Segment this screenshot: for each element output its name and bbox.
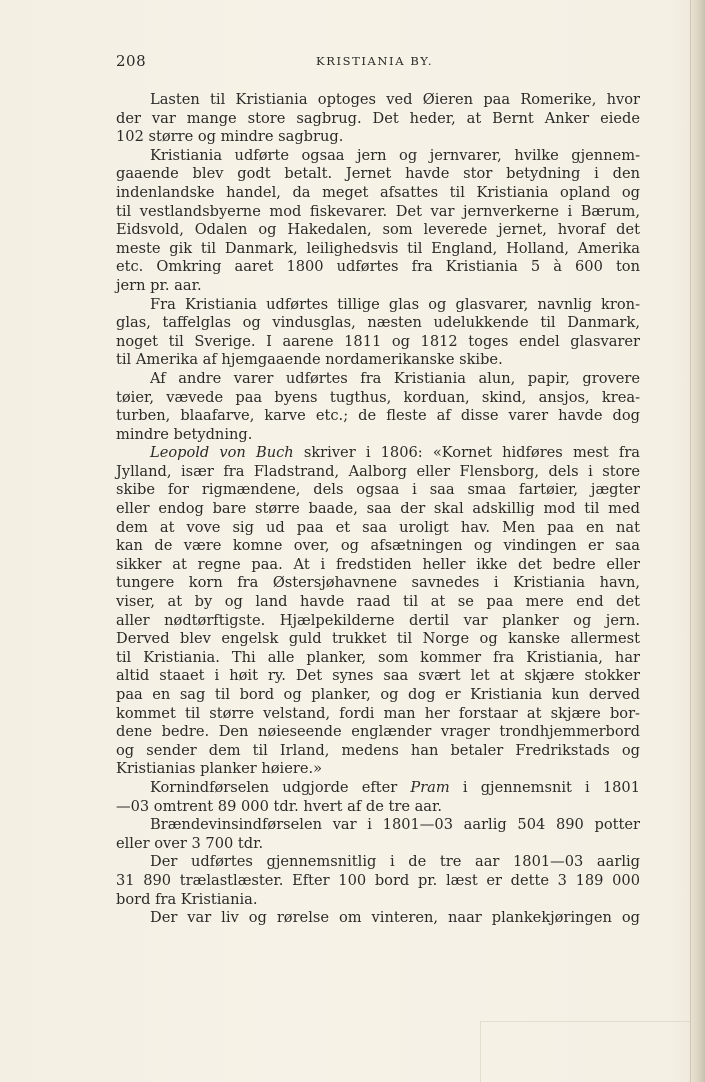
- text-line: Lasten til Kristiania optoges ved Øieren paa Romerike, hvor: [150, 91, 640, 108]
- text-line: Kristiania udførte ogsaa jern og jernvarer, hvilke gjennem-: [150, 146, 640, 164]
- running-head: KRISTIANIA BY.: [316, 54, 434, 68]
- text-line: etc. Omkring aaret 1800 udførtes fra Kristiania 5 à 600 ton: [116, 258, 640, 276]
- line-text: skriver i 1806: «Kornet hidføres mest fra: [293, 444, 640, 462]
- text-line: til vestlandsbyerne mod fiskevarer. Det var jernverkerne i Bærum,: [116, 202, 640, 220]
- text-line: 31 890 trælastlæster. Efter 100 bord pr. læst er dette 3 189 000: [116, 871, 640, 889]
- line-text: i gjennemsnit i 1801: [449, 778, 640, 796]
- text-line: Brændevinsindførselen var i 1801—03 aarlig 504 890 potter: [150, 816, 640, 834]
- text-line: altid staaet i høit ry. Det synes saa svært let at skjære stokker: [116, 667, 640, 685]
- text-line: [116, 444, 640, 463]
- text-line: til Amerika af hjemgaaende nordamerikanske skibe.: [116, 351, 503, 369]
- page-header: [116, 52, 638, 74]
- text-line: aller nødtørftigste. Hjælpekilderne dertil var planker og jern.: [116, 611, 640, 629]
- page-binding-edge: [690, 0, 705, 1082]
- text-line: Jylland, især fra Fladstrand, Aalborg eller Flensborg, dels i store: [116, 462, 640, 480]
- text-line: Eidsvold, Odalen og Hakedalen, som leverede jernet, hvoraf det: [116, 221, 640, 239]
- text-line: viser, at by og land havde raad til at se paa mere end det: [116, 593, 640, 611]
- italic-author-name: Pram: [410, 778, 450, 796]
- text-line: der var mange store sagbrug. Det heder, at Bernt Anker eiede: [116, 109, 640, 127]
- text-line: turben, blaafarve, karve etc.; de fleste af disse varer havde dog: [116, 407, 640, 425]
- text-line: 102 større og mindre sagbrug.: [116, 128, 344, 146]
- text-line: eller over 3 700 tdr.: [116, 834, 264, 852]
- text-line: noget til Sverige. I aarene 1811 og 1812 toges endel glasvarer: [116, 332, 640, 350]
- text-line: glas, taffelglas og vindusglas, næsten udelukkende til Danmark,: [116, 314, 640, 332]
- text-line: eller endog bare større baade, saa der skal adskillig mod til med: [116, 500, 640, 518]
- text-line: Af andre varer udførtes fra Kristiania alun, papir, grovere: [150, 369, 640, 387]
- text-line: og sender dem til Irland, medens han betaler Fredrikstads og: [116, 741, 640, 759]
- text-line: —03 omtrent 89 000 tdr. hvert af de tre aar.: [116, 797, 443, 815]
- text-line: Fra Kristiania udførtes tillige glas og glasvarer, navnlig kron-: [150, 295, 640, 313]
- text-line: kan de være komne over, og afsætningen og vindingen er saa: [116, 537, 640, 555]
- line-text: Kornindførselen udgjorde efter: [150, 778, 411, 796]
- text-line: bord fra Kristiania.: [116, 890, 258, 908]
- text-line: tøier, vævede paa byens tugthus, korduan, skind, ansjos, krea-: [116, 388, 640, 406]
- text-line: dem at vove sig ud paa et saa uroligt hav. Men paa en nat: [116, 518, 640, 536]
- text-line: sikker at regne paa. At i fredstiden heller ikke det bedre eller: [116, 555, 640, 573]
- page-number: 208: [116, 52, 147, 70]
- text-line: Der var liv og rørelse om vinteren, naar plankekjøringen og: [150, 909, 640, 927]
- text-line: skibe for rigmændene, dels ogsaa i saa smaa fartøier, jægter: [116, 481, 640, 499]
- body-text: [116, 91, 640, 928]
- text-line: jern pr. aar.: [116, 276, 202, 294]
- text-line: paa en sag til bord og planker, og dog er Kristiania kun derved: [116, 686, 640, 703]
- text-line: til Kristiania. Thi alle planker, som kommer fra Kristiania, har: [116, 648, 640, 666]
- text-line: Kristianias planker høiere.»: [116, 760, 323, 778]
- page-corner-shadow: [480, 1021, 691, 1082]
- text-line: [116, 779, 640, 798]
- text-line: Der udførtes gjennemsnitlig i de tre aar 1801—03 aarlig: [150, 853, 640, 871]
- text-line: dene bedre. Den nøieseende englænder vrager trondhjemmerbord: [116, 723, 640, 741]
- text-line: tungere korn fra Østersjøhavnene savnedes i Kristiania havn,: [116, 574, 640, 592]
- text-line: kommet til større velstand, fordi man her forstaar at skjære bor-: [116, 704, 640, 722]
- text-line: mindre betydning.: [116, 425, 253, 443]
- text-line: gaaende blev godt betalt. Jernet havde stor betydning i den: [116, 165, 640, 183]
- text-line: meste gik til Danmark, leilighedsvis til England, Holland, Amerika: [116, 239, 640, 257]
- italic-author-name: Leopold von Buch: [150, 444, 294, 462]
- text-line: Derved blev engelsk guld trukket til Norge og kanske allermest: [116, 630, 640, 648]
- text-line: indenlandske handel, da meget afsattes til Kristiania opland og: [116, 183, 640, 201]
